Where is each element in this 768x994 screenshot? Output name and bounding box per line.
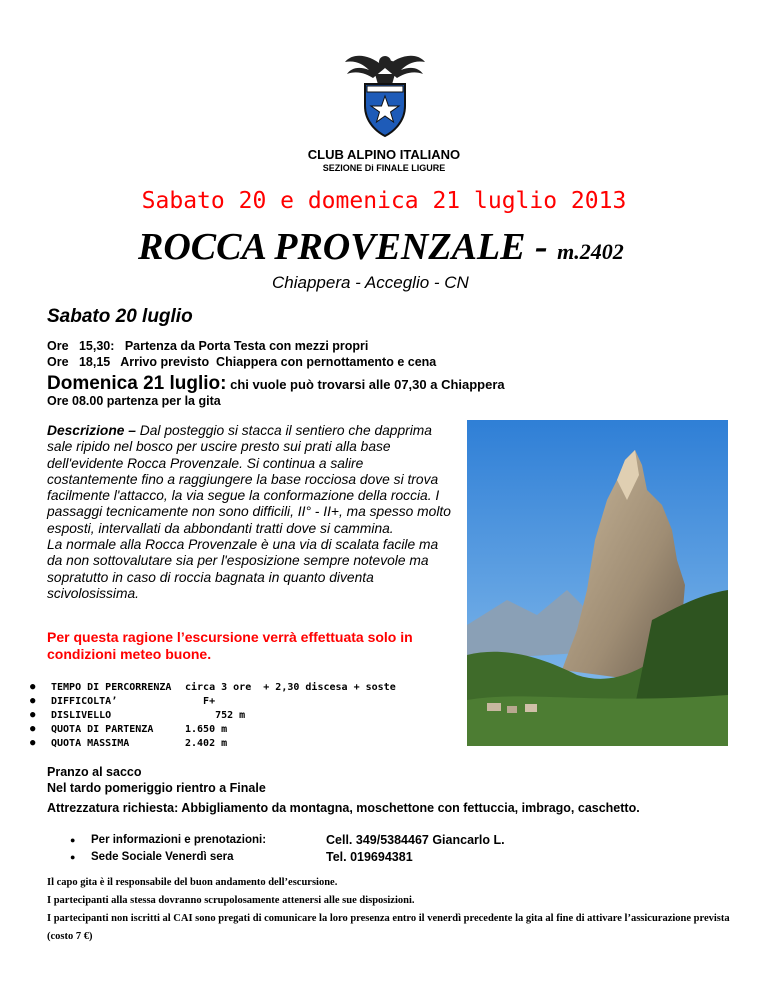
footer-line-2: I partecipanti alla stessa dovranno scrupolosamente attenersi alle sue disposizioni.: [47, 895, 415, 906]
contact-label: Per informazioni e prenotazioni:: [91, 833, 267, 846]
club-name: CLUB ALPINO ITALIANO: [307, 147, 461, 162]
altitude: m.2402: [557, 239, 624, 264]
contact-label: Sede Sociale Venerdì sera: [91, 850, 234, 863]
footer-line-3: I partecipanti non iscritti al CAI sono pregati di comunicare la loro presenza entro il venerdì precedente la gita al fine di attivare l’assicurazione prevista (costo 7 €): [47, 913, 730, 942]
spec-row: [30, 708, 396, 722]
bullet-icon: ●: [30, 738, 36, 748]
cai-eagle-logo: [343, 48, 427, 140]
spec-label: QUOTA MASSIMA: [51, 737, 130, 749]
footer-notes: [47, 874, 747, 946]
title-text: ROCCA PROVENZALE: [138, 226, 526, 268]
lunch-line-2: Nel tardo pomeriggio rientro a Finale: [47, 781, 266, 795]
title-separator: -: [525, 226, 558, 268]
spec-row: [30, 722, 396, 736]
spec-value: 752 m: [185, 709, 246, 721]
description: [47, 423, 457, 602]
page-title: [138, 225, 624, 269]
bullet-icon: ●: [70, 834, 76, 845]
saturday-line-1: Ore 15,30: Partenza da Porta Testa con mezzi propri: [47, 339, 369, 353]
description-text-2: La normale alla Rocca Provenzale è una via di scalata facile ma da non sottovalutare sia per l'esposizione sempre notevole ma sopratutto in caso di roccia bagnata in quanto diventa scivolosissima.: [47, 537, 439, 601]
footer-line-1: Il capo gita è il responsabile del buon andamento dell’escursione.: [47, 877, 338, 888]
spec-value: 2.402 m: [185, 737, 228, 749]
spec-label: TEMPO DI PERCORRENZA: [51, 681, 172, 693]
tour-specs: [30, 680, 396, 750]
spec-value: F+: [185, 695, 216, 707]
event-dates: Sabato 20 e domenica 21 luglio 2013: [141, 188, 627, 214]
rocca-provenzale-photo: [467, 420, 728, 746]
spec-row: [30, 694, 396, 708]
sunday-line-1: Ore 08.00 partenza per la gita: [47, 394, 221, 408]
equipment-required: Attrezzatura richiesta: Abbigliamento da montagna, moschettone con fettuccia, imbrago, caschetto.: [47, 801, 640, 815]
bullet-icon: ●: [30, 682, 36, 692]
sunday-heading-text: Domenica 21 luglio:: [47, 373, 227, 394]
section-name: SEZIONE Di FINALE LIGURE: [322, 163, 446, 173]
spec-row: [30, 736, 396, 750]
saturday-line-2: Ore 18,15 Arrivo previsto Chiappera con pernottamento e cena: [47, 355, 437, 369]
spec-row: [30, 680, 396, 694]
contact-row: [70, 831, 505, 848]
description-label: Descrizione –: [47, 423, 136, 438]
contact-row: [70, 848, 505, 865]
bullet-icon: ●: [30, 724, 36, 734]
sunday-note: chi vuole può trovarsi alle 07,30 a Chiappera: [226, 377, 505, 392]
contact-value: Cell. 349/5384467 Giancarlo L.: [326, 832, 505, 847]
spec-value: circa 3 ore + 2,30 discesa + soste: [185, 681, 396, 693]
description-text-1: Dal posteggio si stacca il sentiero che dapprima sale ripido nel bosco per uscire presto sui prati alla base dell'evidente Rocca Provenzale. Si continua a salire costantemente fino a raggiungere la base rocciosa dove si trova facilmente l'attacco, la via segue la conformazione della roccia. I passaggi tecnicamente non sono difficili, II° - II+, ma spesso molto esposti, intervallati da abbondanti tratti dove si cammina.: [47, 423, 451, 536]
spec-label: DIFFICOLTA’: [51, 695, 118, 707]
spec-label: DISLIVELLO: [51, 709, 112, 721]
bullet-icon: ●: [70, 851, 76, 862]
lunch-line-1: Pranzo al sacco: [47, 765, 142, 779]
bullet-icon: ●: [30, 710, 36, 720]
weather-warning: Per questa ragione l’escursione verrà effettuata solo in condizioni meteo buone.: [47, 629, 413, 662]
contact-info: [70, 831, 505, 865]
bullet-icon: ●: [30, 696, 36, 706]
contact-value: Tel. 019694381: [326, 849, 413, 864]
lunch-info: [47, 764, 266, 796]
sunday-heading: [47, 373, 505, 395]
location-subtitle: Chiappera - Acceglio - CN: [272, 273, 469, 292]
spec-label: QUOTA DI PARTENZA: [51, 723, 154, 735]
saturday-heading: Sabato 20 luglio: [47, 306, 193, 327]
spec-value: 1.650 m: [185, 723, 228, 735]
